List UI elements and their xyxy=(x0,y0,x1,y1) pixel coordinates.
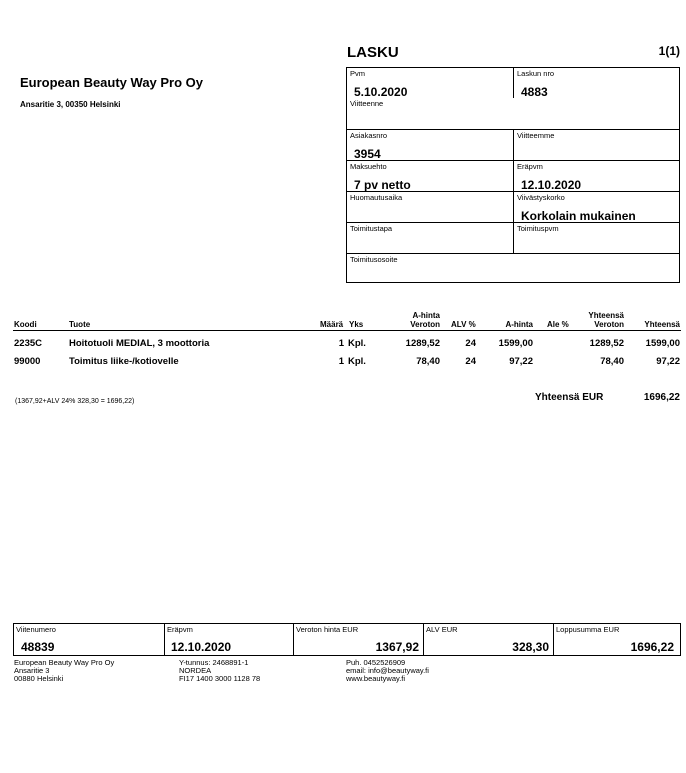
col-tuote: Tuote xyxy=(69,320,91,329)
col-a-hinta: A-hinta xyxy=(505,320,533,329)
footer-label: Veroton hinta EUR xyxy=(296,625,359,634)
col-maara: Määrä xyxy=(320,320,344,329)
vat-note: (1367,92+ALV 24% 328,30 = 1696,22) xyxy=(15,398,135,405)
cell-yhteensa-veroton: 78,40 xyxy=(600,356,624,367)
footer-line: www.beautyway.fi xyxy=(346,674,406,683)
field-value: 4883 xyxy=(521,85,548,99)
footer-value: 328,30 xyxy=(512,640,549,654)
seller-address: Ansaritie 3, 00350 Helsinki xyxy=(20,100,121,109)
col-yks: Yks xyxy=(349,320,364,329)
cell-koodi: 99000 xyxy=(14,356,41,367)
cell-tuote: Hoitotuoli MEDIAL, 3 moottoria xyxy=(69,338,210,349)
seller-name: European Beauty Way Pro Oy xyxy=(20,75,204,90)
field-laskun-nro xyxy=(513,68,679,98)
field-label: Huomautusaika xyxy=(350,193,403,202)
footer-line: European Beauty Way Pro Oy xyxy=(14,658,115,667)
field-label: Laskun nro xyxy=(517,69,555,78)
field-toimituspvm xyxy=(513,222,679,253)
page-number: 1(1) xyxy=(658,44,680,58)
field-erapvm xyxy=(513,160,679,191)
field-value: 5.10.2020 xyxy=(354,85,408,99)
field-value: 7 pv netto xyxy=(354,178,411,192)
footer-line: Ansaritie 3 xyxy=(14,666,50,675)
footer-value: 1696,22 xyxy=(630,640,674,654)
footer-line: email: info@beautyway.fi xyxy=(346,666,429,675)
cell-maara: 1 xyxy=(338,338,344,349)
total-value: 1696,22 xyxy=(643,392,680,403)
footer-line: 00880 Helsinki xyxy=(14,674,64,683)
col-yhteensa: Yhteensä xyxy=(644,320,680,329)
col-koodi: Koodi xyxy=(14,320,37,329)
field-label: Asiakasnro xyxy=(350,131,388,140)
col-a-hinta-veroton xyxy=(400,311,440,329)
col-a-hinta-veroton-line1: A-hinta xyxy=(412,311,440,320)
field-label: Viitteemme xyxy=(517,131,555,140)
field-label: Viivästyskorko xyxy=(517,193,565,202)
cell-koodi: 2235C xyxy=(14,338,42,349)
field-label: Eräpvm xyxy=(517,162,543,171)
invoice-header-box xyxy=(346,67,680,283)
cell-alv: 24 xyxy=(465,356,476,367)
field-value: 12.10.2020 xyxy=(521,178,582,192)
table-header-divider xyxy=(13,330,681,331)
field-label: Viitteenne xyxy=(350,99,384,108)
cell-a-hinta: 97,22 xyxy=(509,356,533,367)
col-ale: Ale % xyxy=(547,320,569,329)
footer-veroton xyxy=(293,624,423,655)
field-value: Korkolain mukainen xyxy=(521,209,636,223)
col-yhteensa-veroton xyxy=(580,311,624,329)
document-title: LASKU xyxy=(347,44,399,61)
footer-alv xyxy=(423,624,553,655)
footer-loppusumma xyxy=(553,624,680,655)
footer-label: Viitenumero xyxy=(16,625,56,634)
field-label: Toimituspvm xyxy=(517,224,559,233)
footer-label: ALV EUR xyxy=(426,625,458,634)
field-maksuehto xyxy=(347,160,513,191)
footer-line: Y-tunnus: 2468891-1 xyxy=(179,658,249,667)
footer-value: 1367,92 xyxy=(375,640,419,654)
field-toimitusosoite xyxy=(347,253,679,282)
footer-value: 12.10.2020 xyxy=(171,640,232,654)
field-viitteenne xyxy=(347,98,679,129)
payment-footer-box xyxy=(13,623,681,656)
footer-viitenumero xyxy=(14,624,164,655)
field-pvm xyxy=(347,68,513,98)
footer-erapvm xyxy=(164,624,293,655)
cell-alv: 24 xyxy=(465,338,476,349)
cell-yhteensa-veroton: 1289,52 xyxy=(589,338,624,349)
cell-yhteensa: 1599,00 xyxy=(645,338,680,349)
footer-label: Eräpvm xyxy=(167,625,193,634)
field-viivastyskorko xyxy=(513,191,679,222)
footer-line: Puh. 0452526909 xyxy=(346,658,406,667)
field-label: Pvm xyxy=(350,69,365,78)
field-viitteemme xyxy=(513,129,679,160)
field-asiakasnro xyxy=(347,129,513,160)
field-label: Toimitusosoite xyxy=(350,255,398,264)
total-label: Yhteensä EUR xyxy=(535,392,604,403)
cell-maara: 1 xyxy=(338,356,344,367)
cell-a-hinta-veroton: 1289,52 xyxy=(405,338,440,349)
field-toimitustapa xyxy=(347,222,513,253)
footer-line: NORDEA xyxy=(179,666,212,675)
cell-yhteensa: 97,22 xyxy=(656,356,680,367)
col-yhteensa-veroton-line1: Yhteensä xyxy=(588,311,624,320)
footer-label: Loppusumma EUR xyxy=(556,625,620,634)
field-label: Toimitustapa xyxy=(350,224,393,233)
col-alv: ALV % xyxy=(451,320,476,329)
col-yhteensa-veroton-line2: Veroton xyxy=(594,320,624,329)
field-label: Maksuehto xyxy=(350,162,387,171)
footer-value: 48839 xyxy=(21,640,55,654)
cell-yks: Kpl. xyxy=(348,356,366,367)
cell-yks: Kpl. xyxy=(348,338,366,349)
cell-a-hinta-veroton: 78,40 xyxy=(416,356,440,367)
field-value: 3954 xyxy=(354,147,381,161)
footer-line: FI17 1400 3000 1128 78 xyxy=(179,674,261,683)
col-a-hinta-veroton-line2: Veroton xyxy=(410,320,440,329)
cell-a-hinta: 1599,00 xyxy=(498,338,533,349)
field-huomautusaika xyxy=(347,191,513,222)
cell-tuote: Toimitus liike-/kotiovelle xyxy=(69,356,179,367)
